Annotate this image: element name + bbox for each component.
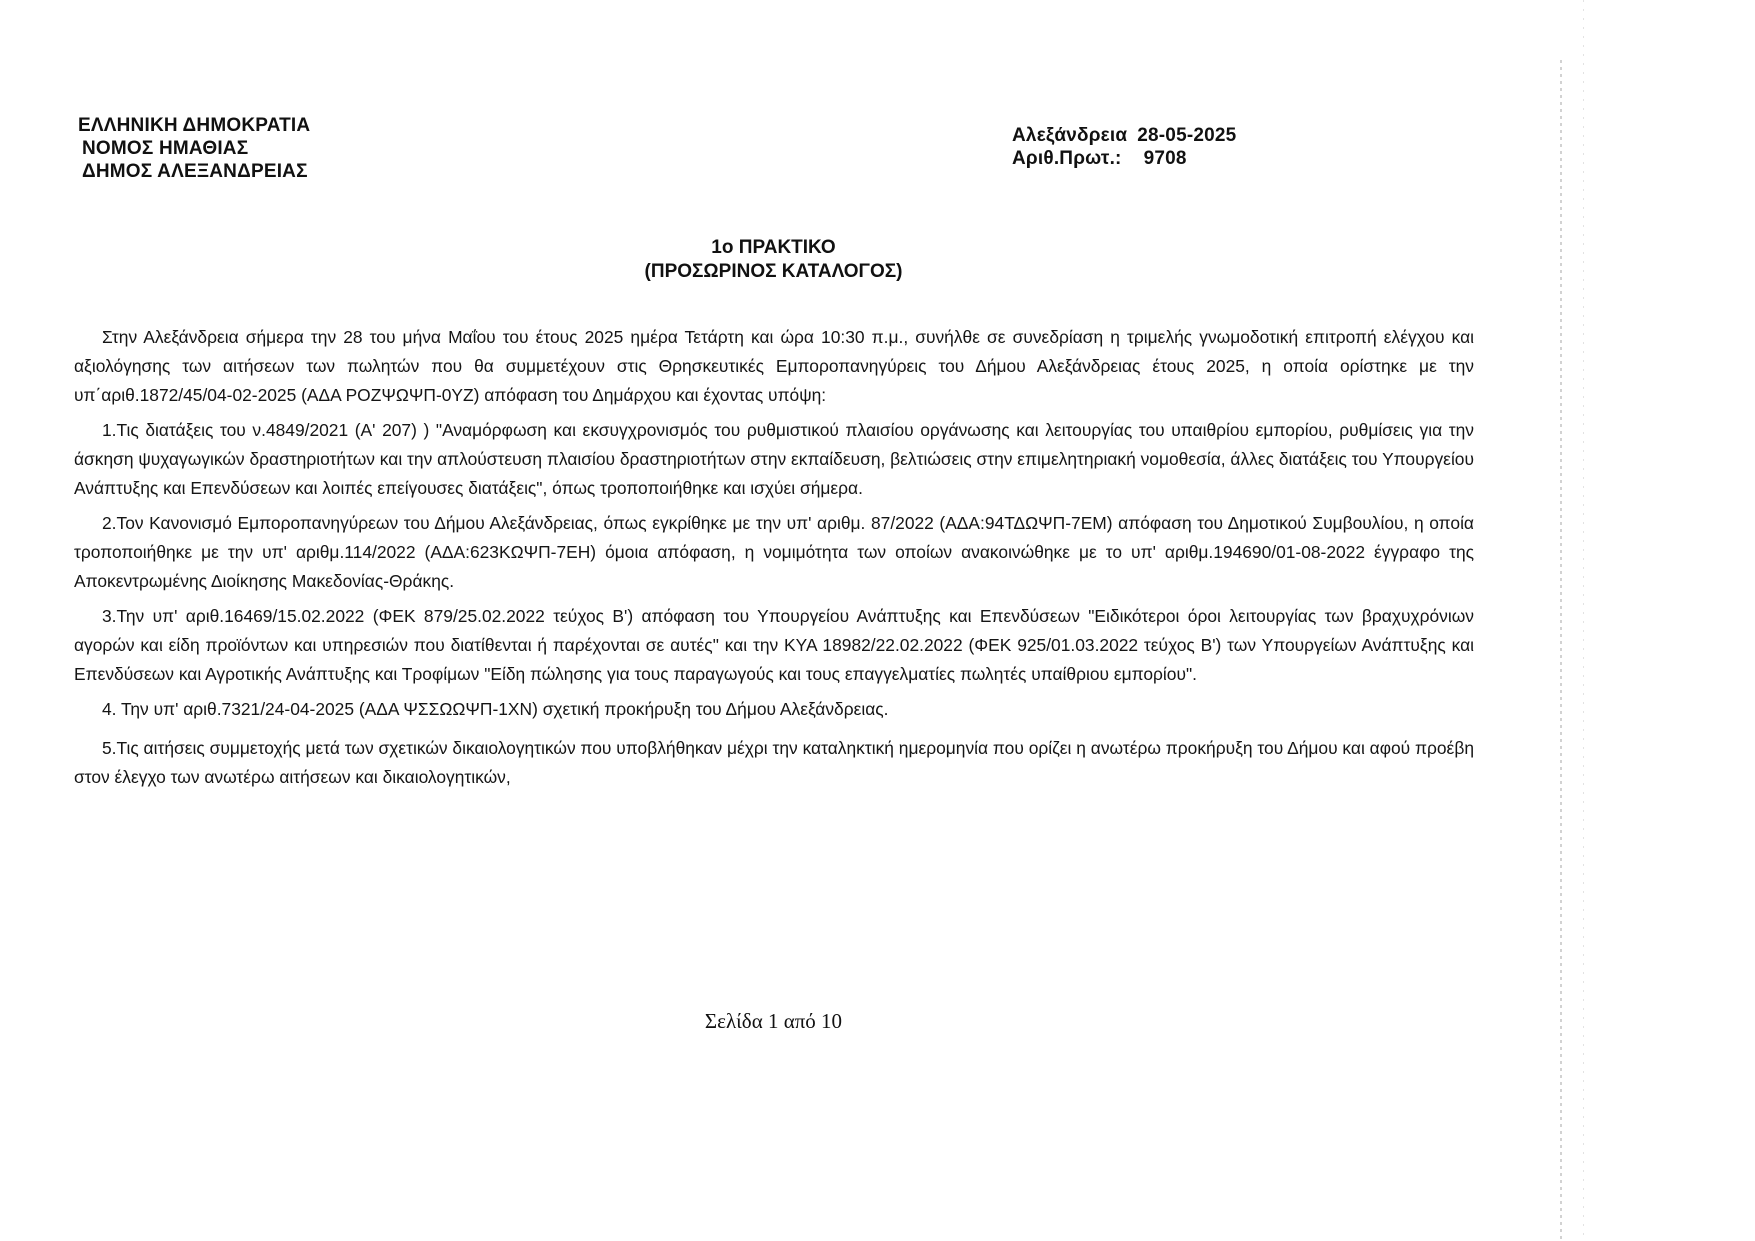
intro-paragraph: Στην Αλεξάνδρεια σήμερα την 28 του μήνα Μαΐου του έτους 2025 ημέρα Τετάρτη και ώρα 10:30 π.μ., συνήλθε σε συνεδρίαση η τριμελής γνωμοδοτική επιτροπή ελέγχου και αξιολόγησης των αιτήσεων των πωλητών που θα συμμετέχουν στις Θρησκευτικές Εμποροπανηγύρεις του Δήμου Αλεξάνδρειας έτους 2025, η οποία ορίστηκε με την υπ΄αριθ.1872/45/04-02-2025 (ΑΔΑ ΡΟΖΨΩΨΠ-0ΥΖ) απόφαση του Δημάρχου και έχοντας υπόψη: xyxy=(74,327,1474,405)
page-number: Σελίδα 1 από 10 xyxy=(704,1009,843,1033)
title-line-2: (ΠΡΟΣΩΡΙΝΟΣ ΚΑΤΑΛΟΓΟΣ) xyxy=(644,261,903,282)
considered-item-4: 4. Την υπ' αριθ.7321/24-04-2025 (ΑΔΑ ΨΣΣΩΩΨΠ-1ΧΝ) σχετική προκήρυξη του Δήμου Αλεξάνδρειας. xyxy=(102,699,889,719)
date-protocol-block xyxy=(1012,124,1236,170)
considered-item-2: 2.Τον Κανονισμό Εμποροπανηγύρεων του Δήμου Αλεξάνδρειας, όπως εγκρίθηκε με την υπ' αριθμ. 87/2022 (ΑΔΑ:94ΤΔΩΨΠ-7ΕΜ) απόφαση του Δημοτικού Συμβουλίου, η οποία τροποποιήθηκε με την υπ' αριθμ.114/2022 (ΑΔΑ:623ΚΩΨΠ-7ΕΗ) όμοια απόφαση, η νομιμότητα των οποίων ανακοινώθηκε με το υπ' αριθμ.194690/01-08-2022 έγγραφο της Αποκεντρωμένης Διοίκησης Μακεδονίας-Θράκης. xyxy=(74,513,1474,591)
issuer-block xyxy=(78,114,310,183)
considered-item-1: 1.Τις διατάξεις του ν.4849/2021 (Α' 207) ) "Αναμόρφωση και εκσυγχρονισμός του ρυθμιστικού πλαισίου οργάνωσης και λειτουργίας του υπαιθρίου εμπορίου, ρυθμίσεις για την άσκηση ψυχαγωγικών δραστηριοτήτων και την απλούστευση πλαισίου δραστηριοτήτων στην εκπαίδευση, βελτιώσεις στην επιμελητηριακή νομοθεσία, άλλες διατάξεις του Υπουργείου Ανάπτυξης και Επενδύσεων και λοιπές επείγουσες διατάξεις", όπως τροποποιήθηκε και ισχύει σήμερα. xyxy=(74,420,1474,498)
issuer-country: ΕΛΛΗΝΙΚΗ ΔΗΜΟΚΡΑΤΙΑ xyxy=(78,115,311,136)
protocol-label: Αριθ.Πρωτ.: xyxy=(1012,148,1122,169)
protocol-number: 9708 xyxy=(1143,148,1187,169)
considered-item-5: 5.Τις αιτήσεις συμμετοχής μετά των σχετικών δικαιολογητικών που υποβλήθηκαν μέχρι την καταληκτική ημερομηνία που ορίζει η ανωτέρω προκήρυξη του Δήμου και αφού προέβη στον έλεγχο των ανωτέρω αιτήσεων και δικαιολογητικών, xyxy=(74,738,1474,787)
document-body xyxy=(74,323,1474,792)
scan-edge-mark-2 xyxy=(1583,0,1584,1241)
considered-item-3: 3.Την υπ' αριθ.16469/15.02.2022 (ΦΕΚ 879/25.02.2022 τεύχος Β') απόφαση του Υπουργείου Ανάπτυξης και Επενδύσεων "Ειδικότεροι όροι λειτουργίας των βραχυχρόνιων αγορών και είδη προϊόντων και υπηρεσιών που διατίθενται ή παρέχονται σε αυτές" και την ΚΥΑ 18982/22.02.2022 (ΦΕΚ 925/01.03.2022 τεύχος Β') των Υπουργείων Ανάπτυξης και Επενδύσεων και Αγροτικής Ανάπτυξης και Τροφίμων "Είδη πώλησης για τους παραγωγούς και τους επαγγελματίες πωλητές υπαίθριου εμπορίου". xyxy=(74,606,1474,684)
protocol-row xyxy=(1012,147,1236,170)
issuer-prefecture: ΝΟΜΟΣ ΗΜΑΘΙΑΣ xyxy=(82,138,249,159)
document-date: 28-05-2025 xyxy=(1137,125,1237,146)
scan-edge-mark xyxy=(1560,60,1562,1241)
document-title xyxy=(0,236,1547,284)
title-line-1: 1ο ΠΡΑΚΤΙΚΟ xyxy=(711,237,836,258)
issuer-municipality: ΔΗΜΟΣ ΑΛΕΞΑΝΔΡΕΙΑΣ xyxy=(82,161,308,182)
date-row xyxy=(1012,124,1236,147)
place-label: Αλεξάνδρεια xyxy=(1012,125,1128,146)
